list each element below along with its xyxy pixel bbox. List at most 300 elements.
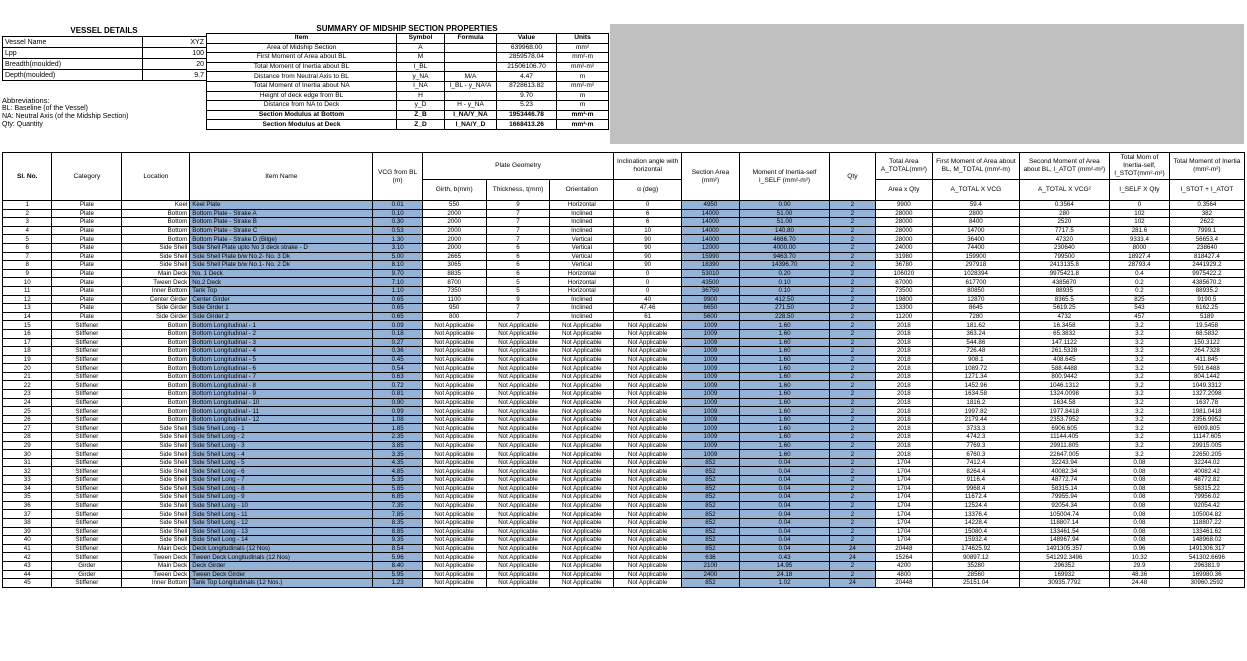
cell-second-moment: 88935: [1019, 286, 1110, 295]
cell-orientation: Not Applicable: [550, 561, 614, 570]
cell-thickness: Not Applicable: [486, 510, 550, 519]
summary-formula: [445, 53, 497, 63]
cell-total-area: 1704: [875, 510, 933, 519]
cell-girth: Not Applicable: [422, 329, 486, 338]
cell-vcg: 0.36: [373, 347, 422, 356]
cell-item-name: Bottom Longitudinal - 12: [190, 415, 373, 424]
cell-first-moment: 11672.4: [933, 493, 1019, 502]
cell-orientation: Horizontal: [550, 269, 614, 278]
cell-total-mom-self: 457: [1110, 312, 1170, 321]
cell-vcg: 1.30: [373, 235, 422, 244]
summary-item: Section Modulus at Bottom: [207, 110, 397, 120]
summary-header-units: Units: [557, 34, 609, 44]
cell-total-mom-self: 3.2: [1110, 329, 1170, 338]
cell-qty: 2: [830, 252, 875, 261]
cell-total-moi: 411.845: [1169, 355, 1244, 364]
cell-location: Tween Deck: [122, 278, 190, 287]
cell-first-moment: 7412.4: [933, 458, 1019, 467]
summary-units: mm²-m²: [557, 62, 609, 72]
summary-value: 639968.00: [497, 43, 557, 53]
cell-item-name: Keel Plate: [190, 201, 373, 210]
cell-thickness: Not Applicable: [486, 484, 550, 493]
table-row: [3, 458, 1245, 467]
cell-vcg: 0.09: [373, 321, 422, 330]
cell-location: Side Shell: [122, 450, 190, 459]
cell-sl: 2: [3, 209, 52, 218]
cell-thickness: 9: [486, 295, 550, 304]
cell-moi-self: 0.00: [739, 201, 830, 210]
cell-vcg: 0.72: [373, 381, 422, 390]
cell-qty: 2: [830, 355, 875, 364]
cell-sl: 19: [3, 355, 52, 364]
cell-section-area: 852: [682, 518, 740, 527]
summary-value: 1668413.26: [497, 120, 557, 130]
cell-category: Plate: [52, 295, 122, 304]
cell-category: Stiffener: [52, 501, 122, 510]
summary-units: m: [557, 72, 609, 82]
cell-first-moment: 1089.72: [933, 364, 1019, 373]
cell-section-area: 14000: [682, 235, 740, 244]
summary-header-item: Item: [207, 34, 397, 44]
table-row: [3, 544, 1245, 553]
cell-moi-self: 0.04: [739, 518, 830, 527]
cell-inclination: Not Applicable: [614, 338, 682, 347]
cell-total-moi: 541302.6696: [1169, 553, 1244, 562]
cell-item-name: Side Shell Long - 7: [190, 476, 373, 485]
cell-second-moment: 105004.74: [1019, 510, 1110, 519]
cell-moi-self: 1.60: [739, 329, 830, 338]
cell-orientation: Not Applicable: [550, 544, 614, 553]
cell-orientation: Not Applicable: [550, 518, 614, 527]
cell-thickness: Not Applicable: [486, 415, 550, 424]
cell-section-area: 1009: [682, 329, 740, 338]
cell-section-area: 1009: [682, 415, 740, 424]
cell-location: Bottom: [122, 364, 190, 373]
table-row: [3, 218, 1245, 227]
cell-total-mom-self: 0.96: [1110, 544, 1170, 553]
cell-second-moment: 408.645: [1019, 355, 1110, 364]
cell-total-area: 1704: [875, 536, 933, 545]
cell-orientation: Not Applicable: [550, 458, 614, 467]
cell-moi-self: 271.50: [739, 304, 830, 313]
vessel-detail-label: Depth(moulded): [3, 70, 143, 81]
cell-orientation: Not Applicable: [550, 553, 614, 562]
cell-total-area: 20448: [875, 579, 933, 588]
summary-item: Distance from Neutral Axis to BL: [207, 72, 397, 82]
cell-category: Plate: [52, 218, 122, 227]
cell-section-area: 852: [682, 527, 740, 536]
cell-qty: 2: [830, 458, 875, 467]
cell-first-moment: 8400: [933, 218, 1019, 227]
cell-total-mom-self: 0.08: [1110, 510, 1170, 519]
cell-total-mom-self: 8000: [1110, 243, 1170, 252]
cell-girth: 3065: [422, 261, 486, 270]
cell-total-mom-self: 0.08: [1110, 458, 1170, 467]
cell-second-moment: 800.9442: [1019, 372, 1110, 381]
table-row: [3, 493, 1245, 502]
cell-total-mom-self: 3.2: [1110, 415, 1170, 424]
cell-girth: Not Applicable: [422, 579, 486, 588]
table-row: [3, 450, 1245, 459]
cell-total-moi: 68.5832: [1169, 329, 1244, 338]
cell-section-area: 1009: [682, 390, 740, 399]
vessel-detail-value: 9.7: [143, 70, 207, 81]
header-alpha: α (deg): [614, 180, 682, 201]
cell-section-area: 15990: [682, 252, 740, 261]
cell-item-name: Bottom Plate - Strake B: [190, 218, 373, 227]
cell-item-name: Bottom Plate - Strake C: [190, 226, 373, 235]
cell-section-area: 852: [682, 484, 740, 493]
summary-units: mm²-m: [557, 53, 609, 63]
cell-thickness: 7: [486, 312, 550, 321]
abbreviation-item: NA: Neutral Axis (of the Midship Section): [2, 113, 129, 120]
cell-first-moment: 9116.4: [933, 476, 1019, 485]
cell-sl: 13: [3, 304, 52, 313]
vessel-detail-row: [3, 59, 207, 70]
header-girth: Girth, b(mm): [422, 180, 486, 201]
cell-vcg: 1.23: [373, 579, 422, 588]
cell-category: Plate: [52, 252, 122, 261]
cell-total-moi: 6162.25: [1169, 304, 1244, 313]
cell-second-moment: 40082.34: [1019, 467, 1110, 476]
cell-total-moi: 79956.02: [1169, 493, 1244, 502]
cell-total-area: 1704: [875, 458, 933, 467]
cell-sl: 28: [3, 433, 52, 442]
cell-total-moi: 264.7328: [1169, 347, 1244, 356]
cell-first-moment: 2800: [933, 209, 1019, 218]
cell-inclination: Not Applicable: [614, 364, 682, 373]
cell-location: Bottom: [122, 329, 190, 338]
cell-item-name: No.2 Deck: [190, 278, 373, 287]
cell-first-moment: 174625.92: [933, 544, 1019, 553]
cell-second-moment: 1491305.357: [1019, 544, 1110, 553]
cell-total-moi: 1981.0418: [1169, 407, 1244, 416]
cell-thickness: 7: [486, 235, 550, 244]
header-area-x-qty: Area x Qty: [875, 180, 933, 201]
cell-second-moment: 58315.14: [1019, 484, 1110, 493]
cell-total-moi: 32244.02: [1169, 458, 1244, 467]
cell-thickness: Not Applicable: [486, 424, 550, 433]
cell-first-moment: 1997.82: [933, 407, 1019, 416]
cell-thickness: Not Applicable: [486, 407, 550, 416]
cell-qty: 2: [830, 536, 875, 545]
cell-qty: 2: [830, 329, 875, 338]
table-row: [3, 407, 1245, 416]
cell-total-area: 2018: [875, 338, 933, 347]
cell-inclination: Not Applicable: [614, 458, 682, 467]
summary-units: m: [557, 101, 609, 111]
vessel-details-title: VESSEL DETAILS: [70, 26, 138, 35]
header-atotal-x-vcg2: A_TOTAL X VCG²: [1019, 180, 1110, 201]
cell-location: Side Shell: [122, 433, 190, 442]
cell-total-mom-self: 3.2: [1110, 364, 1170, 373]
cell-item-name: Bottom Longitudinal - 7: [190, 372, 373, 381]
summary-item: Height of deck edge from BL: [207, 91, 397, 101]
cell-item-name: Side Girder 1: [190, 304, 373, 313]
cell-orientation: Vertical: [550, 252, 614, 261]
cell-thickness: Not Applicable: [486, 467, 550, 476]
cell-vcg: 0.01: [373, 201, 422, 210]
cell-vcg: 0.10: [373, 209, 422, 218]
cell-orientation: Inclined: [550, 312, 614, 321]
cell-location: Bottom: [122, 338, 190, 347]
cell-moi-self: 0.43: [739, 553, 830, 562]
cell-girth: 550: [422, 201, 486, 210]
cell-category: Stiffener: [52, 329, 122, 338]
table-row: [3, 381, 1245, 390]
cell-category: Plate: [52, 201, 122, 210]
cell-thickness: Not Applicable: [486, 527, 550, 536]
cell-total-moi: 92054.42: [1169, 501, 1244, 510]
cell-category: Stiffener: [52, 493, 122, 502]
summary-row: [207, 62, 609, 72]
cell-sl: 26: [3, 415, 52, 424]
header-plate-geometry: Plate Geometry: [422, 153, 613, 180]
cell-total-area: 2018: [875, 329, 933, 338]
table-row: [3, 226, 1245, 235]
cell-total-mom-self: 3.2: [1110, 372, 1170, 381]
cell-orientation: Not Applicable: [550, 493, 614, 502]
cell-moi-self: 0.10: [739, 278, 830, 287]
cell-category: Plate: [52, 235, 122, 244]
cell-qty: 2: [830, 226, 875, 235]
cell-category: Stiffener: [52, 476, 122, 485]
vessel-details-table: [2, 24, 207, 81]
cell-item-name: Side Shell Long - 6: [190, 467, 373, 476]
cell-second-moment: 7717.5: [1019, 226, 1110, 235]
cell-inclination: 10: [614, 226, 682, 235]
cell-total-mom-self: 0: [1110, 201, 1170, 210]
cell-location: Bottom: [122, 415, 190, 424]
cell-location: Side Shell: [122, 243, 190, 252]
cell-total-moi: 19.5458: [1169, 321, 1244, 330]
cell-thickness: Not Applicable: [486, 553, 550, 562]
cell-sl: 36: [3, 501, 52, 510]
cell-item-name: Bottom Longitudinal - 11: [190, 407, 373, 416]
cell-location: Side Shell: [122, 458, 190, 467]
cell-second-moment: 9975421.8: [1019, 269, 1110, 278]
cell-total-mom-self: 29.9: [1110, 561, 1170, 570]
cell-orientation: Not Applicable: [550, 476, 614, 485]
cell-girth: 800: [422, 312, 486, 321]
table-row: [3, 390, 1245, 399]
header-qty: Qty: [830, 153, 875, 201]
header-atotal-x-vcg: A_TOTAL X VCG: [933, 180, 1019, 201]
cell-girth: Not Applicable: [422, 510, 486, 519]
cell-category: Plate: [52, 312, 122, 321]
cell-first-moment: 181.62: [933, 321, 1019, 330]
cell-location: Bottom: [122, 398, 190, 407]
cell-vcg: 3.10: [373, 243, 422, 252]
cell-first-moment: 4742.3: [933, 433, 1019, 442]
header-total-moi: Total Moment of Inertia (mm²-m²): [1169, 153, 1244, 180]
cell-vcg: 4.35: [373, 458, 422, 467]
cell-second-moment: 148967.94: [1019, 536, 1110, 545]
cell-item-name: Bottom Plate - Strake D (Bilge): [190, 235, 373, 244]
cell-first-moment: 1452.96: [933, 381, 1019, 390]
cell-orientation: Inclined: [550, 209, 614, 218]
cell-location: Side Shell: [122, 501, 190, 510]
cell-total-area: 15264: [875, 553, 933, 562]
vessel-detail-label: Vessel Name: [3, 37, 143, 48]
cell-first-moment: 12524.4: [933, 501, 1019, 510]
cell-orientation: Inclined: [550, 295, 614, 304]
cell-moi-self: 0.04: [739, 484, 830, 493]
summary-units: mm²-m²: [557, 81, 609, 91]
cell-thickness: Not Applicable: [486, 381, 550, 390]
cell-vcg: 1.08: [373, 415, 422, 424]
cell-second-moment: 0.3564: [1019, 201, 1110, 210]
cell-moi-self: 4666.70: [739, 235, 830, 244]
cell-location: Side Shell: [122, 484, 190, 493]
cell-sl: 30: [3, 450, 52, 459]
cell-orientation: Vertical: [550, 243, 614, 252]
cell-orientation: Inclined: [550, 226, 614, 235]
cell-total-mom-self: 0.08: [1110, 493, 1170, 502]
cell-total-moi: 30960.2592: [1169, 579, 1244, 588]
summary-row: [207, 81, 609, 91]
cell-qty: 2: [830, 476, 875, 485]
cell-vcg: 9.70: [373, 269, 422, 278]
cell-qty: 2: [830, 243, 875, 252]
summary-row: [207, 43, 609, 53]
abbreviation-item: Qty: Quantity: [2, 121, 43, 128]
cell-thickness: Not Applicable: [486, 390, 550, 399]
cell-total-area: 4200: [875, 561, 933, 570]
cell-location: Bottom: [122, 209, 190, 218]
cell-moi-self: 1.60: [739, 424, 830, 433]
summary-symbol: y_D: [397, 101, 445, 111]
cell-sl: 22: [3, 381, 52, 390]
cell-orientation: Not Applicable: [550, 321, 614, 330]
summary-units: mm²: [557, 43, 609, 53]
cell-total-area: 2018: [875, 407, 933, 416]
table-row: [3, 209, 1245, 218]
cell-qty: 2: [830, 518, 875, 527]
cell-category: Stiffener: [52, 347, 122, 356]
cell-inclination: Not Applicable: [614, 424, 682, 433]
cell-vcg: 1.10: [373, 286, 422, 295]
cell-category: Stiffener: [52, 518, 122, 527]
cell-orientation: Not Applicable: [550, 536, 614, 545]
cell-category: Stiffener: [52, 450, 122, 459]
cell-moi-self: 1.60: [739, 347, 830, 356]
cell-inclination: 40: [614, 295, 682, 304]
abbreviations-title: Abbreviations:: [2, 96, 50, 105]
cell-location: Side Shell: [122, 424, 190, 433]
cell-qty: 2: [830, 372, 875, 381]
cell-vcg: 5.35: [373, 476, 422, 485]
cell-category: Stiffener: [52, 381, 122, 390]
table-row: [3, 364, 1245, 373]
cell-section-area: 18390: [682, 261, 740, 270]
cell-item-name: Side Shell Long - 13: [190, 527, 373, 536]
cell-item-name: Side Shell Plate b/w No.2- No. 3 Dk: [190, 252, 373, 261]
cell-thickness: Not Applicable: [486, 450, 550, 459]
cell-section-area: 14000: [682, 226, 740, 235]
cell-orientation: Not Applicable: [550, 433, 614, 442]
cell-qty: 2: [830, 398, 875, 407]
cell-orientation: Not Applicable: [550, 390, 614, 399]
cell-location: Main Deck: [122, 269, 190, 278]
cell-inclination: Not Applicable: [614, 501, 682, 510]
cell-second-moment: 1634.58: [1019, 398, 1110, 407]
cell-category: Stiffener: [52, 484, 122, 493]
cell-girth: Not Applicable: [422, 390, 486, 399]
cell-total-mom-self: 0.2: [1110, 286, 1170, 295]
cell-section-area: 53010: [682, 269, 740, 278]
table-row: [3, 321, 1245, 330]
cell-qty: 2: [830, 433, 875, 442]
cell-qty: 2: [830, 527, 875, 536]
cell-total-moi: 1637.78: [1169, 398, 1244, 407]
cell-qty: 2: [830, 493, 875, 502]
cell-thickness: 7: [486, 304, 550, 313]
cell-sl: 43: [3, 561, 52, 570]
cell-girth: Not Applicable: [422, 536, 486, 545]
cell-location: Inner Bottom: [122, 286, 190, 295]
cell-vcg: 0.65: [373, 295, 422, 304]
cell-inclination: 0: [614, 269, 682, 278]
cell-section-area: 9900: [682, 295, 740, 304]
cell-orientation: Not Applicable: [550, 415, 614, 424]
cell-second-moment: 79955.94: [1019, 493, 1110, 502]
cell-total-area: 1704: [875, 527, 933, 536]
cell-orientation: Not Applicable: [550, 329, 614, 338]
summary-symbol: Z_B: [397, 110, 445, 120]
cell-category: Girder: [52, 570, 122, 579]
cell-total-area: 28000: [875, 209, 933, 218]
cell-orientation: Not Applicable: [550, 441, 614, 450]
cell-vcg: 8.40: [373, 561, 422, 570]
cell-section-area: 852: [682, 493, 740, 502]
cell-girth: Not Applicable: [422, 544, 486, 553]
cell-girth: 950: [422, 304, 486, 313]
cell-location: Side Shell: [122, 518, 190, 527]
abbreviation-item: BL: Baseline (of the Vessel): [2, 105, 88, 112]
table-row: [3, 441, 1245, 450]
cell-total-area: 2018: [875, 355, 933, 364]
cell-sl: 23: [3, 390, 52, 399]
cell-section-area: 12000: [682, 243, 740, 252]
cell-item-name: Tween Deck Girder: [190, 570, 373, 579]
cell-sl: 12: [3, 295, 52, 304]
cell-total-moi: 133461.62: [1169, 527, 1244, 536]
summary-symbol: A: [397, 43, 445, 53]
cell-girth: Not Applicable: [422, 553, 486, 562]
cell-orientation: Inclined: [550, 218, 614, 227]
cell-total-mom-self: 3.2: [1110, 441, 1170, 450]
cell-sl: 27: [3, 424, 52, 433]
cell-total-mom-self: 3.2: [1110, 381, 1170, 390]
cell-thickness: 7: [486, 226, 550, 235]
cell-girth: Not Applicable: [422, 321, 486, 330]
cell-girth: 1100: [422, 295, 486, 304]
cell-orientation: Horizontal: [550, 201, 614, 210]
cell-sl: 4: [3, 226, 52, 235]
cell-total-moi: 105004.82: [1169, 510, 1244, 519]
cell-girth: 2665: [422, 252, 486, 261]
cell-thickness: Not Applicable: [486, 518, 550, 527]
cell-qty: 2: [830, 235, 875, 244]
cell-inclination: 90: [614, 252, 682, 261]
table-row: [3, 235, 1245, 244]
summary-value: 2859578.04: [497, 53, 557, 63]
cell-total-area: 2018: [875, 398, 933, 407]
table-row: [3, 286, 1245, 295]
cell-vcg: 0.63: [373, 372, 422, 381]
cell-section-area: 852: [682, 476, 740, 485]
